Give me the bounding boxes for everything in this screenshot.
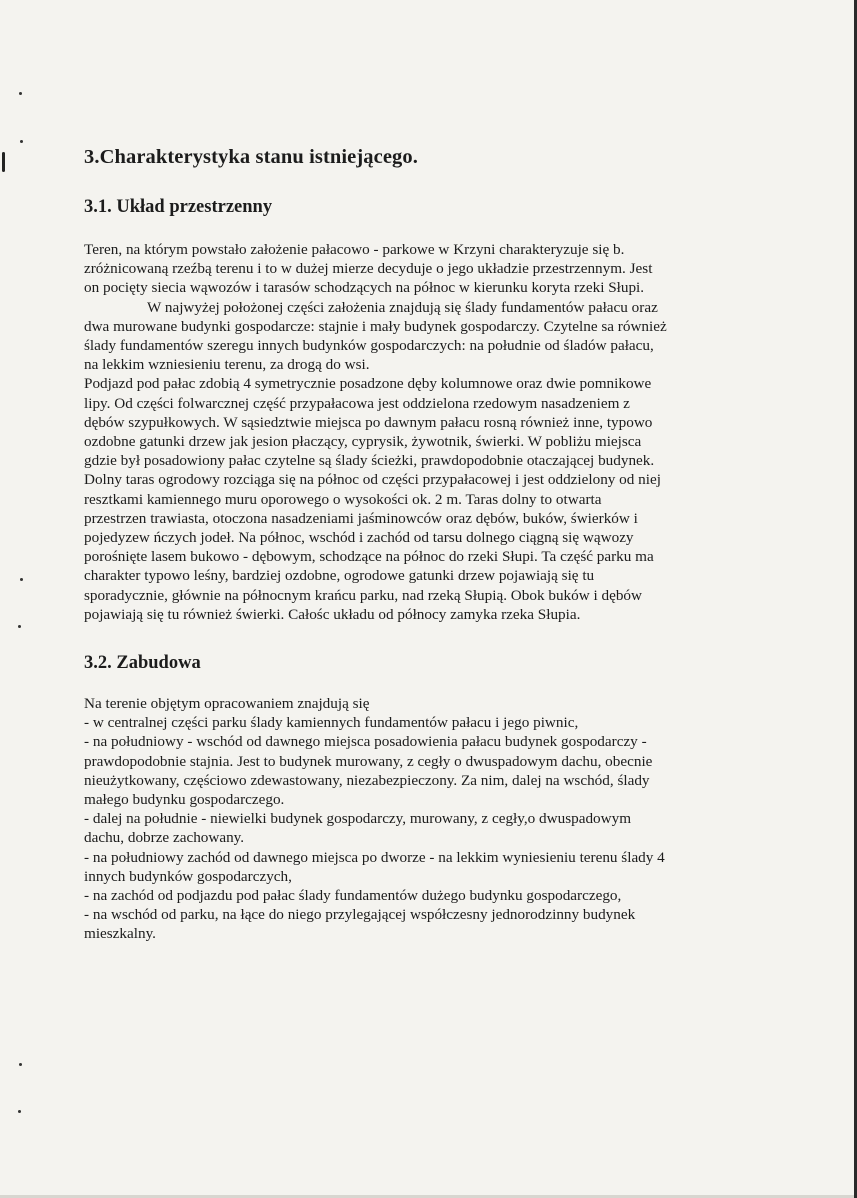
paragraph-line: dwa murowane budynki gospodarcze: stajnie i mały budynek gospodarczy. Czytelne sa również	[84, 317, 667, 335]
paragraph-line: zróżnicowaną rzeźbą terenu i to w dużej mierze decyduje o jego układzie przestrzennym. Jest	[84, 260, 653, 278]
scan-speck	[18, 1110, 21, 1113]
list-item: - na południowy - wschód od dawnego miejsca posadowienia pałacu budynek gospodarczy -	[84, 733, 647, 751]
paragraph-line: W najwyżej położonej części założenia znajdują się ślady fundamentów pałacu oraz	[147, 298, 658, 316]
paragraph-line: Na terenie objętym opracowaniem znajdują się	[84, 695, 370, 712]
paragraph-line: ozdobne gatunki drzew jak jesion płaczący, cyprysik, żywotnik, świerki. W pobliżu miejsca	[84, 433, 642, 451]
paragraph-line: sporadycznie, głównie na północnym krańcu parku, nad rzeką Słupią. Obok buków i dębów	[84, 586, 642, 604]
list-item: - w centralnej części parku ślady kamiennych fundamentów pałacu i jego piwnic,	[84, 714, 579, 732]
scan-speck	[19, 92, 22, 95]
section-body-uklad	[84, 240, 744, 624]
paragraph-line: charakter typowo leśny, bardziej ozdobne, ogrodowe gatunki drzew pojawiają się tu	[84, 567, 595, 585]
scan-speck	[19, 1063, 22, 1066]
paragraph-line: on pocięty siecia wąwozów i tarasów schodzących na północ w kierunku koryta rzeki Słupi.	[84, 279, 645, 297]
paragraph-line: resztkami kamiennego muru oporowego o wysokości ok. 2 m. Taras dolny to otwarta	[84, 490, 602, 508]
paragraph-line: Teren, na którym powstało założenie pałacowo - parkowe w Krzyni charakteryzuje się b.	[84, 241, 625, 258]
paragraph-line: lipy. Od części folwarcznej część przypałacowa jest oddzielona rzedowym nasadzeniem z	[84, 394, 630, 412]
paragraph-line: pojedyzew ńczych jodeł. Na północ, wschód i zachód od tarsu dolnego ciągną się wąwozy	[84, 529, 634, 547]
paragraph-line: ślady fundamentów szeregu innych budynków gospodarczych: na południe od śladów pałacu,	[84, 337, 654, 355]
paragraph-line: Dolny taras ogrodowy rozciąga się na północ od części przypałacowej i jest oddzielony od niej	[84, 471, 661, 489]
paragraph-line: dębów szypułkowych. W sąsiedztwie miejsca po dawnym pałacu rosną również inne, typowo	[84, 413, 653, 431]
scan-speck	[18, 625, 21, 628]
list-item: - na wschód od parku, na łące do niego przylegającej współczesny jednorodzinny budynek	[84, 906, 636, 924]
paragraph-line: porośnięte lasem bukowo - dębowym, schodzące na północ do rzeki Słupi. Ta część parku ma	[84, 548, 654, 566]
paragraph-line: pojawiają się tu również świerki. Całośc układu od północy zamyka rzeka Słupia.	[84, 605, 581, 623]
list-item: mieszkalny.	[84, 925, 156, 943]
list-item: dachu, dobrze zachowany.	[84, 829, 245, 847]
list-item: małego budynku gospodarczego.	[84, 791, 285, 809]
list-item: innych budynków gospodarczych,	[84, 867, 292, 885]
section-body-zabudowa	[84, 694, 744, 944]
paragraph-line: przestrzen trawiasta, otoczona nasadzeniami jaśminowców oraz dębów, buków, świerków i	[84, 509, 638, 527]
scan-speck	[20, 578, 23, 581]
list-item: nieużytkowany, częściowo zdewastowany, niezabezpieczony. Za nim, dalej na wschód, ślady	[84, 771, 650, 789]
section-title-zabudowa: 3.2. Zabudowa	[84, 653, 201, 673]
paragraph-line: na lekkim wzniesieniu terenu, za drogą do wsi.	[84, 356, 370, 374]
list-item: - dalej na południe - niewielki budynek gospodarczy, murowany, z cegły,o dwuspadowym	[84, 810, 632, 828]
list-item: prawdopodobnie stajnia. Jest to budynek murowany, z cegły o dwuspadowym dachu, obecnie	[84, 752, 653, 770]
paragraph-line: Podjazd pod pałac zdobią 4 symetrycznie posadzone dęby kolumnowe oraz dwie pomnikowe	[84, 375, 652, 393]
scan-edge-mark	[2, 152, 5, 172]
page-heading: 3.Charakterystyka stanu istniejącego.	[84, 146, 418, 168]
section-title-uklad: 3.1. Układ przestrzenny	[84, 197, 273, 217]
paragraph-line: gdzie był posadowiony pałac czytelne są ślady ścieżki, prawdopodobnie otaczającej budynek.	[84, 452, 655, 470]
scan-speck	[20, 140, 23, 143]
list-item: - na zachód od podjazdu pod pałac ślady fundamentów dużego budynku gospodarczego,	[84, 887, 622, 905]
list-item: - na południowy zachód od dawnego miejsca po dworze - na lekkim wyniesieniu terenu ślady 4	[84, 848, 665, 866]
